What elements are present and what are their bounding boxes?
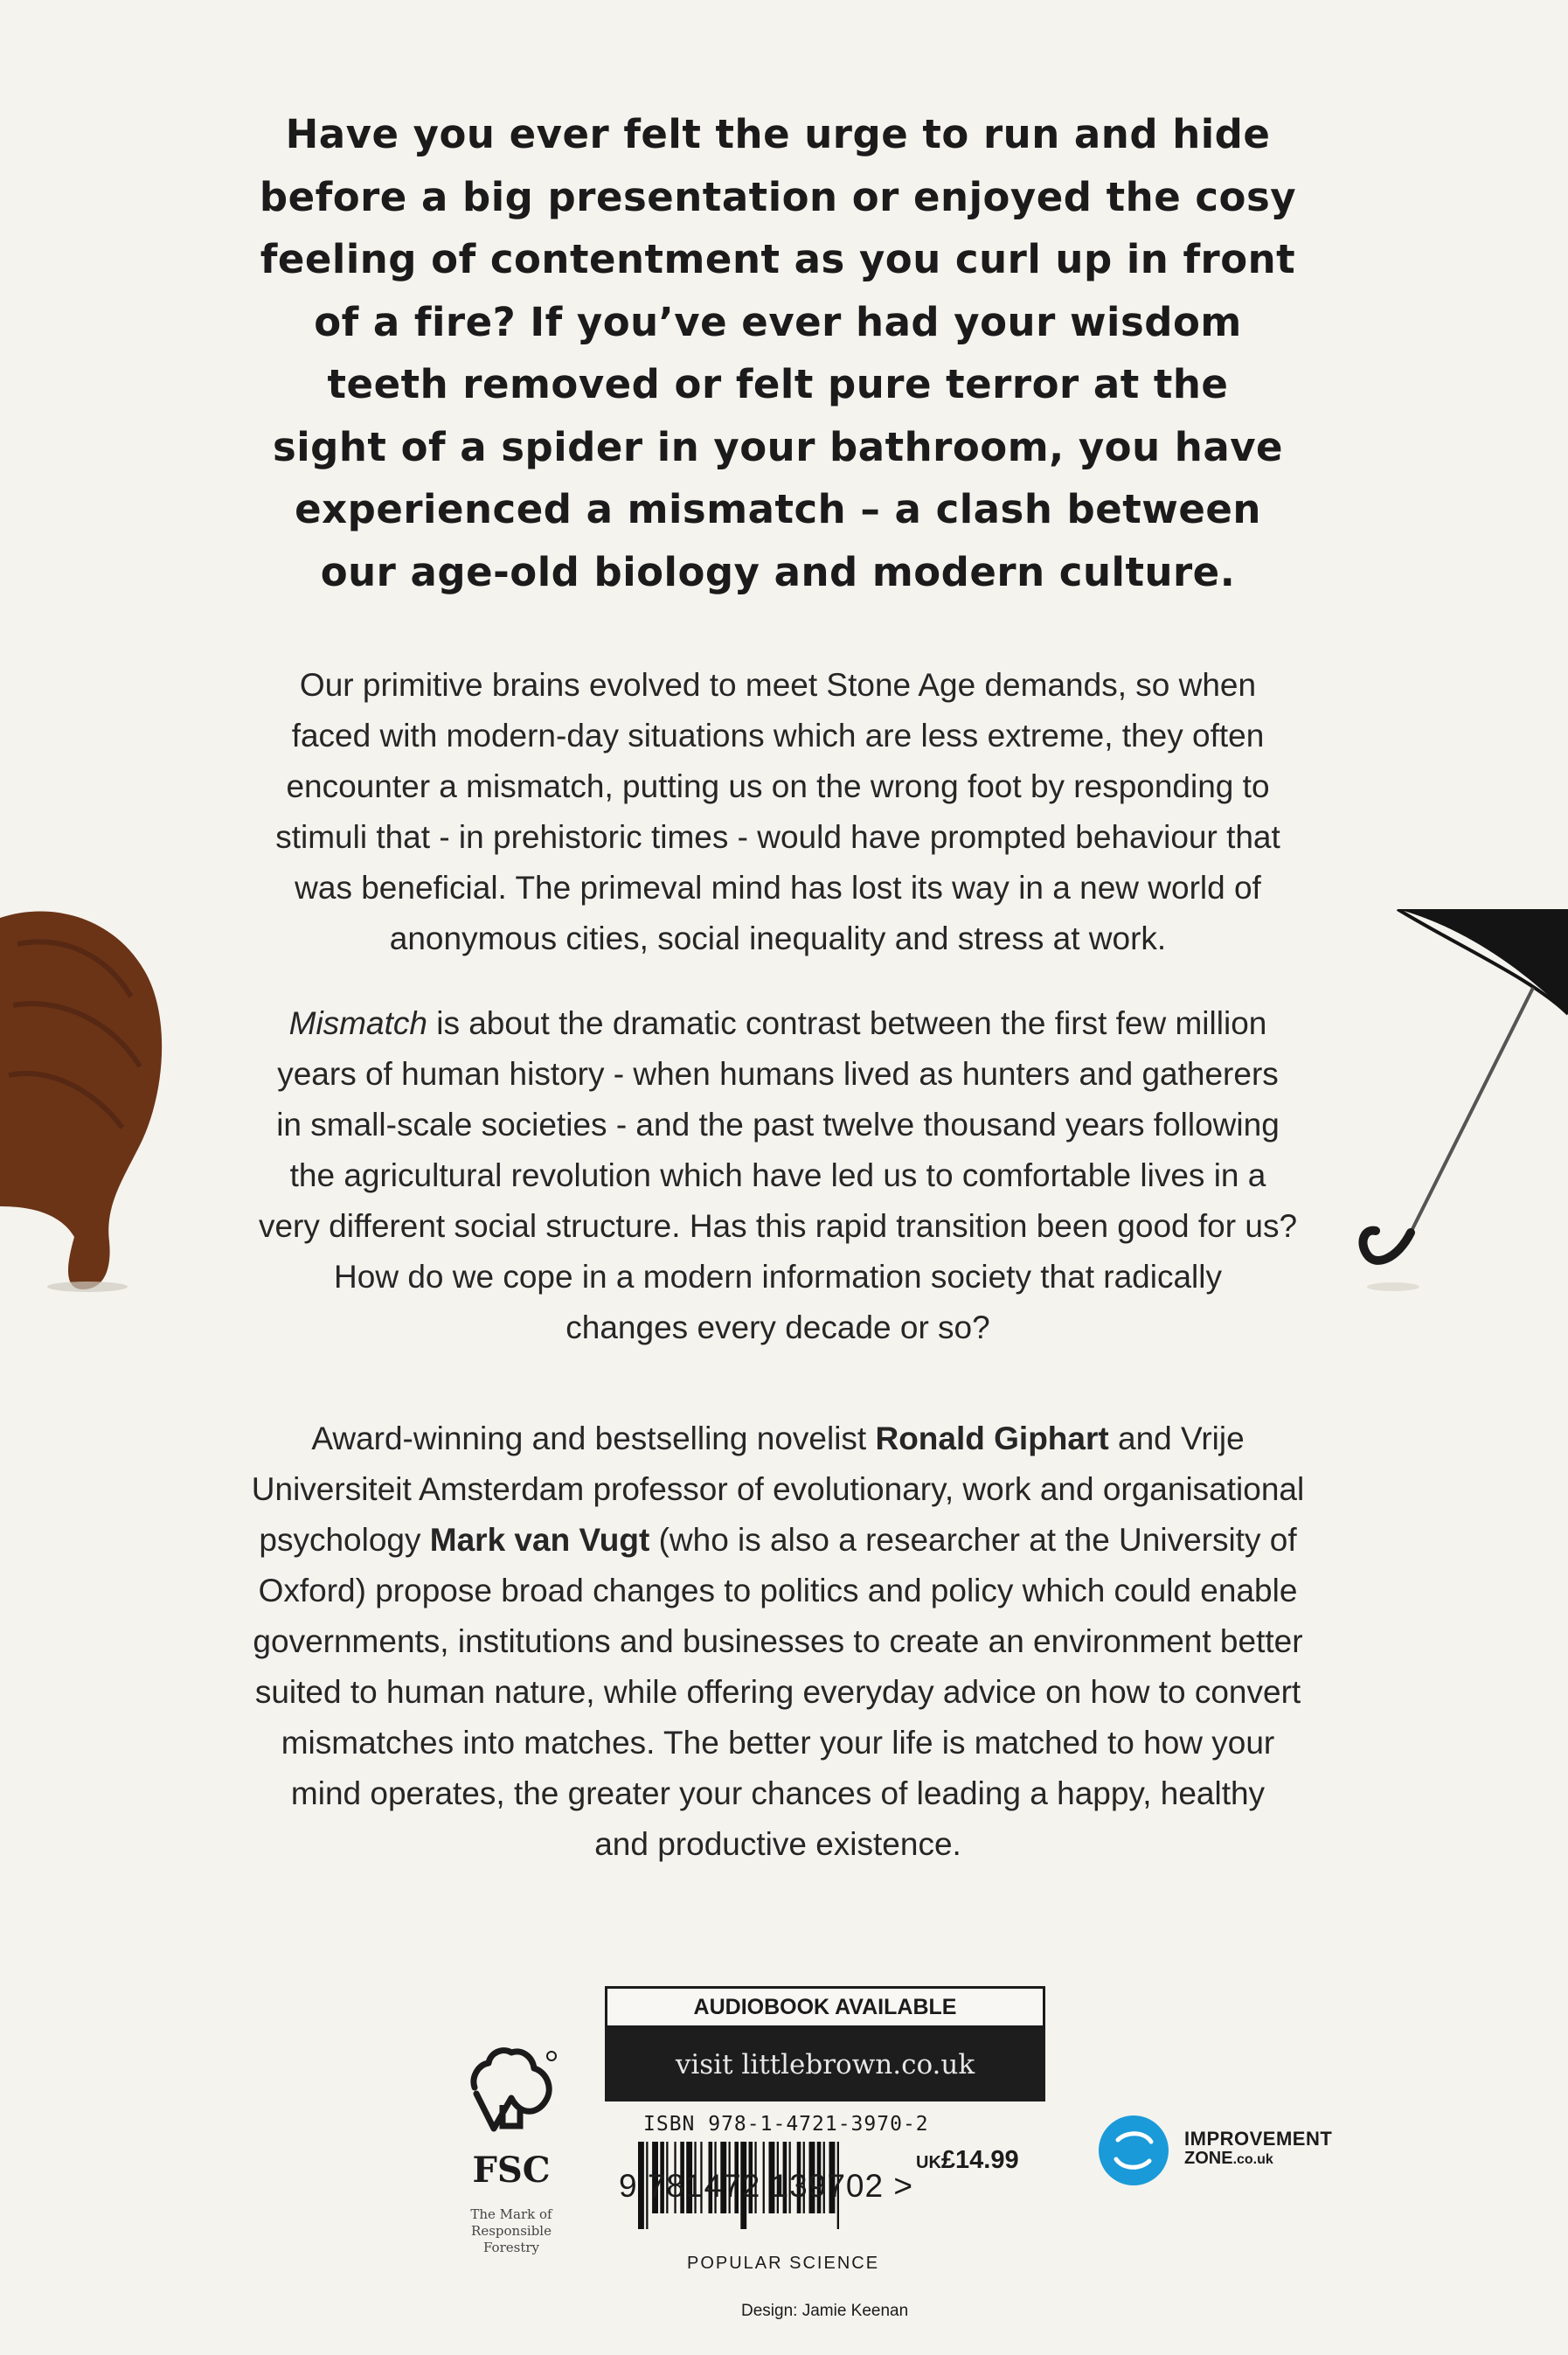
author-paragraph xyxy=(131,1414,1425,1870)
fsc-tagline-line: Responsible xyxy=(471,2223,552,2239)
author-name-1: Ronald Giphart xyxy=(875,1421,1109,1456)
hook-line: our age-old biology and modern culture. xyxy=(320,548,1236,595)
text-line: changes every decade or so? xyxy=(565,1309,990,1345)
author-name-2: Mark van Vugt xyxy=(429,1522,650,1558)
text-line: mind operates, the greater your chances of leading a happy, healthy xyxy=(290,1775,1266,1811)
text-line: very different social structure. Has this rapid transition been good for us? xyxy=(258,1208,1298,1244)
hook-line: sight of a spider in your bathroom, you have xyxy=(272,423,1284,470)
price-currency: UK xyxy=(916,2153,941,2172)
book-title: Mismatch xyxy=(288,1005,427,1041)
fsc-tagline-line: Forestry xyxy=(482,2240,540,2255)
text-line: Universiteit Amsterdam professor of evolutionary, work and organisational xyxy=(251,1471,1305,1507)
hook-line: experienced a mismatch – a clash between xyxy=(295,486,1261,532)
fsc-label: FSC xyxy=(472,2150,551,2191)
text-line: faced with modern-day situations which are less extreme, they often xyxy=(291,718,1265,754)
publisher-website-banner: visit littlebrown.co.uk xyxy=(605,2028,1045,2101)
improvement-zone-logo xyxy=(1097,2114,1350,2192)
text-line: years of human history - when humans lived as hunters and gatherers xyxy=(277,1056,1279,1092)
text-fragment: is about the dramatic contrast between the first few million xyxy=(427,1005,1267,1041)
fsc-tree-icon xyxy=(459,2046,564,2142)
price-tag xyxy=(916,2146,1019,2175)
text-line: suited to human nature, while offering everyday advice on how to convert xyxy=(254,1674,1301,1710)
audiobook-available-banner: AUDIOBOOK AVAILABLE xyxy=(605,1986,1045,2028)
improvement-zone-word: ZONE xyxy=(1184,2149,1233,2168)
text-line: in small-scale societies - and the past twelve thousand years following xyxy=(276,1107,1280,1143)
text-line: How do we cope in a modern information society that radically xyxy=(334,1259,1222,1295)
improvement-zone-domain: .co.uk xyxy=(1232,2152,1273,2167)
text-line: Our primitive brains evolved to meet Stone Age demands, so when xyxy=(299,667,1257,703)
fsc-logo xyxy=(446,2046,577,2256)
improvement-zone-text xyxy=(1184,2129,1332,2170)
blurb-paragraph-1 xyxy=(131,660,1425,964)
text-line: was beneficial. The primeval mind has lost its way in a new world of xyxy=(295,870,1261,906)
text-fragment: psychology xyxy=(259,1522,430,1558)
fsc-tagline xyxy=(446,2206,577,2256)
blurb-paragraph-2 xyxy=(131,998,1425,1353)
book-category: POPULAR SCIENCE xyxy=(687,2254,880,2273)
improvement-zone-line1: IMPROVEMENT xyxy=(1184,2128,1333,2150)
hook-line: Have you ever felt the urge to run and hide xyxy=(285,111,1271,157)
price-amount: £14.99 xyxy=(940,2146,1019,2174)
text-fragment: Award-winning and bestselling novelist xyxy=(311,1421,876,1456)
text-line xyxy=(131,1515,1425,1566)
hook-text xyxy=(175,103,1381,603)
text-fragment: and Vrije xyxy=(1108,1421,1245,1456)
hook-line: before a big presentation or enjoyed the cosy xyxy=(259,173,1297,220)
text-line xyxy=(131,998,1425,1049)
text-line: governments, institutions and businesses to create an environment better xyxy=(253,1623,1303,1659)
isbn-text: ISBN 978-1-4721-3970-2 xyxy=(643,2113,929,2136)
text-line: and productive existence. xyxy=(594,1826,961,1862)
hook-line: teeth removed or felt pure terror at the xyxy=(327,361,1229,407)
text-line xyxy=(131,1414,1425,1464)
text-line: anonymous cities, social inequality and stress at work. xyxy=(389,920,1167,956)
text-line: stimuli that - in prehistoric times - would have prompted behaviour that xyxy=(275,819,1280,855)
improvement-zone-icon xyxy=(1097,2114,1170,2187)
improvement-zone-line2 xyxy=(1184,2149,1332,2170)
fsc-tagline-line: The Mark of xyxy=(470,2206,552,2222)
hook-line: of a fire? If you’ve ever had your wisdom xyxy=(314,298,1242,345)
text-line: encounter a mismatch, putting us on the wrong foot by responding to xyxy=(286,768,1270,804)
text-line: mismatches into matches. The better your life is matched to how your xyxy=(281,1725,1275,1761)
text-line: Oxford) propose broad changes to politics and policy which could enable xyxy=(258,1573,1298,1608)
text-fragment: (who is also a researcher at the University of xyxy=(649,1522,1297,1558)
text-line: the agricultural revolution which have led us to comfortable lives in a xyxy=(289,1157,1266,1193)
design-credit: Design: Jamie Keenan xyxy=(741,2302,909,2320)
hook-line: feeling of contentment as you curl up in front xyxy=(260,236,1296,282)
barcode-digits: 9 781472 139702 > xyxy=(619,2168,913,2204)
